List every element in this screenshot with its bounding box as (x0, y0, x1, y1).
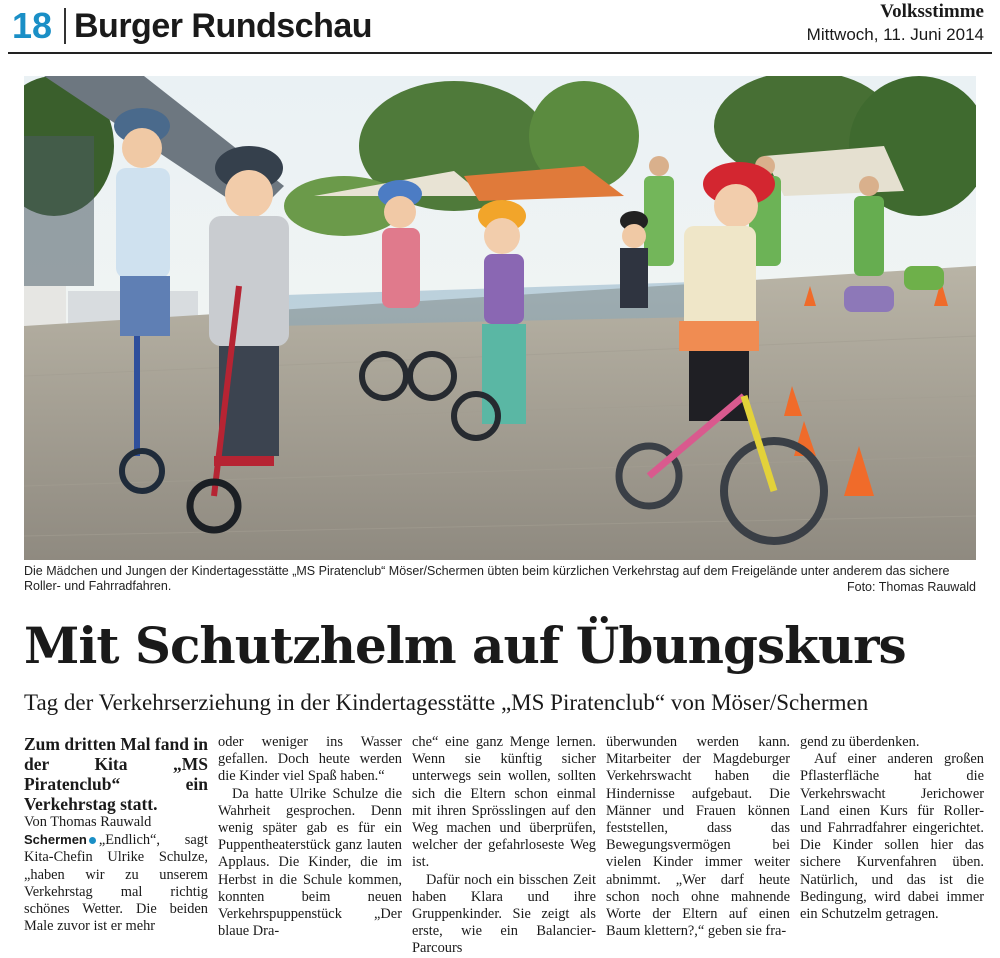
page-number: 18 (12, 5, 53, 46)
section-title: Burger Rundschau (74, 7, 373, 45)
article-column-2 (218, 734, 402, 940)
masthead (807, 2, 984, 46)
header-divider (64, 8, 66, 44)
subheadline: Tag der Verkehrserziehung in der Kindertagesstätte „MS Piratenclub“ von Möser/Schermen (24, 690, 869, 715)
article-column-4 (606, 734, 790, 940)
article-column-3 (412, 734, 596, 958)
article-photo (24, 76, 976, 560)
column-1-text: „Endlich“, sagt Kita-Chefin Ulrike Schulze, „haben wir zu unserem Verkehrstag mal richtig schönes Wetter. Die beiden Male zuvor ist er mehr (24, 832, 208, 935)
article-column-5 (800, 734, 984, 923)
headline: Mit Schutzhelm auf Übungskurs (24, 616, 906, 675)
column-4-paragraph-1: überwunden werden kann. Mitarbeiter der Magdeburger Verkehrswacht haben die Hindernisse aufgebaut. Die Männer und Frauen können feststellen, dass das Bewegungsvermögen bei vielen Kinder immer weiter abnimmt. „Wer darf heute schon noch ohne mahnende Worte der Eltern auf einen Baum klettern?,“ geben sie fra- (606, 734, 790, 940)
column-2-paragraph-1: oder weniger ins Wasser gefallen. Doch heute werden die Kinder viel Spaß haben.“ (218, 734, 402, 785)
column-3-paragraph-2: Dafür noch ein bisschen Zeit haben Klara und ihre Gruppenkinder. Sie zeigt als erste, wie ein Balancier-Parcours (412, 871, 596, 957)
column-2-paragraph-2: Da hatte Ulrike Schulze die Wahrheit gesprochen. Denn wenig später gab es für ein Puppentheaterstück ganz lauten Applaus. Die Kinder, die im Herbst in die Schule kommen, konnten beim neuen Verkehrspuppenstück „Der blaue Dra- (218, 785, 402, 940)
page-header (8, 0, 992, 54)
column-5-paragraph-1: gend zu überdenken. (800, 734, 920, 750)
dateline: Schermen (24, 832, 87, 848)
teaser: Zum dritten Mal fand in der Kita „MS Piratenclub“ ein Verkehrstag statt. (24, 734, 208, 814)
byline: Von Thomas Rauwald (24, 814, 152, 830)
issue-date: Mittwoch, 11. Juni 2014 (806, 25, 984, 44)
column-5-paragraph-2: Auf einer anderen großen Pflasterfläche hat die Verkehrswacht Jerichower Land einen Kurs für Roller- und Fahrradfahrer eingerichtet. Die Kinder sollen hier das sichere Kurvenfahren üben. Natürlich, und das ist die Bedingung, wird dabei immer ein Schutzelm getragen. (800, 751, 984, 923)
article-column-1 (24, 734, 208, 935)
photo-caption: Die Mädchen und Jungen der Kindertagesstätte „MS Piratenclub“ Möser/Schermen übten beim kürzlichen Verkehrstag auf dem Freigelände unter anderem das sichere Roller- und Fahrradfahren. (24, 564, 950, 593)
newspaper-name: Volksstimme (880, 1, 984, 22)
column-3-paragraph-1: che“ eine ganz Menge lernen. Wenn sie künftig sicher unterwegs sein wollen, sollten sich die Eltern schon einmal mit ihren Sprösslingen auf den Weg machen und überprüfen, welcher der gefahrloseste Weg ist. (412, 734, 596, 871)
dateline-bullet-icon (89, 837, 96, 844)
column-1-body (24, 831, 208, 935)
photo-credit: Foto: Thomas Rauwald (847, 580, 976, 594)
